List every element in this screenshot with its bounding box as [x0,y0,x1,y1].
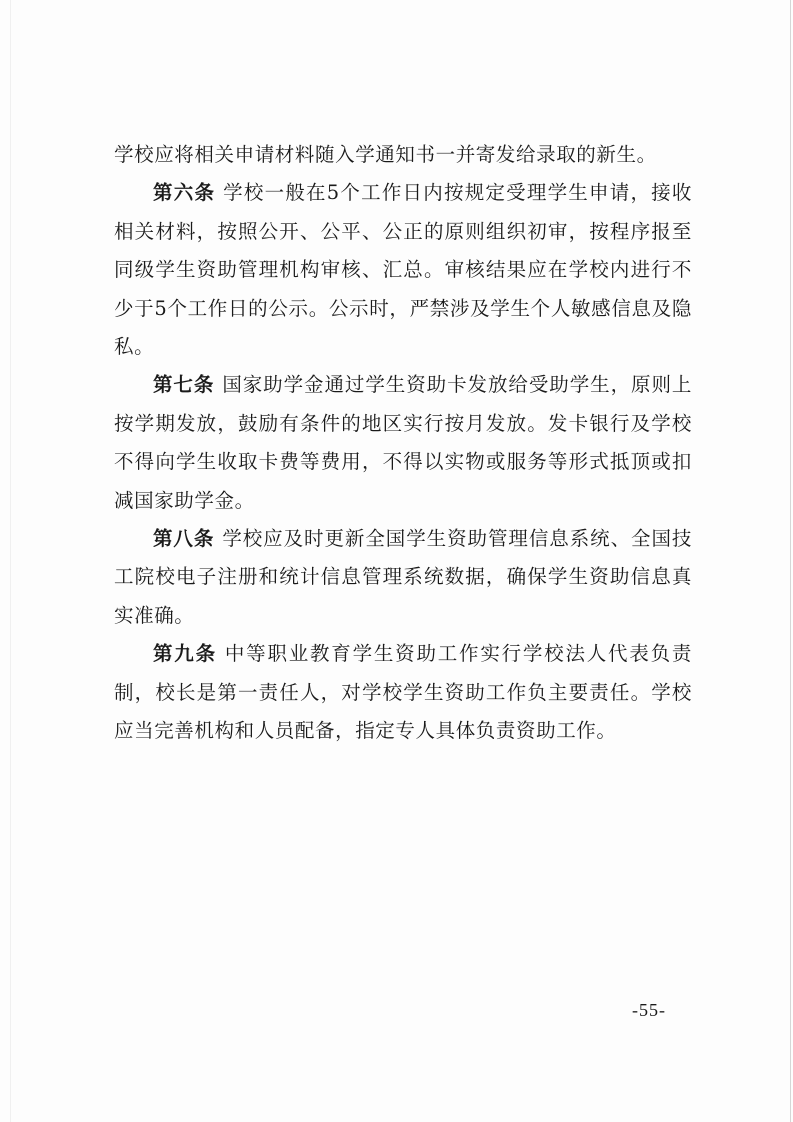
paragraph-text: 中等职业教育学生资助工作实行学校法人代表负责制，校长是第一责任人，对学校学生资助工作负主要责任。学校应当完善机构和人员配备，指定专人具体负责资助工作。 [114,642,692,743]
article-label: 第八条 [153,527,215,551]
article-8 [114,520,692,635]
paragraph-text: 国家助学金通过学生资助卡发放给受助学生，原则上按学期发放，鼓励有条件的地区实行按月发放。发卡银行及学校不得向学生收取卡费等费用，不得以实物或服务等形式抵顶或扣减国家助学金。 [114,373,692,512]
paragraph-text: 学校一般在5个工作日内按规定受理学生申请，接收相关材料，按照公开、公平、公正的原则组织初审，按程序报至同级学生资助管理机构审核、汇总。审核结果应在学校内进行不少于5个工作日的公示。公示时，严禁涉及学生个人敏感信息及隐私。 [114,181,692,359]
article-label: 第七条 [153,373,215,397]
article-7 [114,366,692,520]
article-label: 第六条 [153,181,216,205]
paragraph-text: 学校应及时更新全国学生资助管理信息系统、全国技工院校电子注册和统计信息管理系统数据，确保学生资助信息真实准确。 [114,527,692,627]
paragraph-continuation [114,136,692,174]
article-9 [114,635,692,750]
scan-edge-left [10,0,11,1122]
body-text [114,136,692,751]
scan-edge-right [790,0,791,1122]
paragraph-text: 学校应将相关申请材料随入学通知书一并寄发给录取的新生。 [114,143,657,166]
page-number: -55- [632,1000,666,1020]
article-6 [114,174,692,366]
article-label: 第九条 [153,642,217,666]
